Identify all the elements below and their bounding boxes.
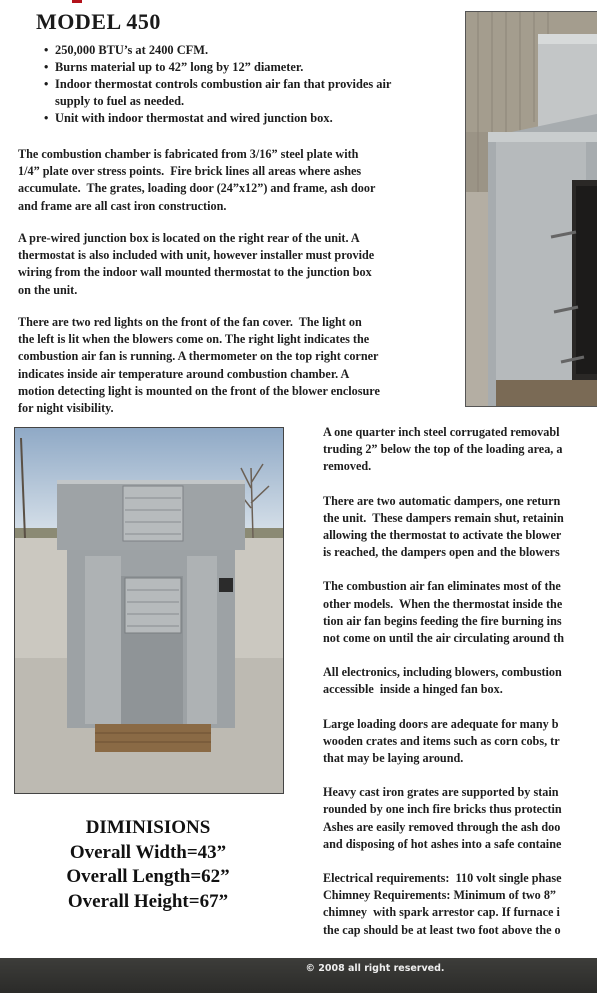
dimension-height: Overall Height=67” [67, 890, 229, 912]
feature-list [44, 42, 444, 127]
bullet-icon: • [44, 43, 49, 57]
furnace-front-photo [14, 427, 284, 794]
copyright-text: © 2008 all right reserved. [305, 963, 445, 974]
header-accent [72, 0, 82, 3]
description-indicator-lights: There are two red lights on the front of the fan cover. The light on the left is lit when the blowers come on. The right light indicates the combustion air fan is running. A thermometer on the top right corner indicates inside air temperature around combustion chamber. A motion detecting light is mounted on the front of the blower enclosure for night visibility. [18, 315, 380, 416]
right-description-column [323, 424, 597, 939]
description-requirements: Electrical requirements: 110 volt single phase Chimney Requirements: Minimum of two 8” chimney with spark arrestor cap. If furnace i the cap should be at least two foot above the o [323, 871, 562, 937]
feature-item: • Unit with indoor thermostat and wired junction box. [44, 111, 333, 125]
dimension-length: Overall Length=62” [66, 866, 230, 887]
feature-item: • Indoor thermostat controls combustion air fan that provides air supply to fuel as needed. [44, 77, 392, 108]
description-junction-box: A pre-wired junction box is located on the right rear of the unit. A thermostat is also included with unit, however installer must provide wiring from the indoor wall mounted thermostat to the junction box on the unit. [18, 231, 375, 297]
description-electronics: All electronics, including blowers, combustion accessible inside a hinged fan box. [323, 665, 562, 697]
page-footer [0, 958, 597, 993]
bullet-icon: • [44, 111, 49, 125]
feature-item: • Burns material up to 42” long by 12” diameter. [44, 60, 304, 74]
description-ash-pan: A one quarter inch steel corrugated removabl truding 2” below the top of the loading area, a removed. [323, 425, 563, 474]
model-title: MODEL 450 [36, 9, 161, 34]
dimensions-heading: DIMINISIONS [85, 817, 211, 838]
description-dampers: There are two automatic dampers, one return the unit. These dampers remain shut, retainin allowing the thermostat to activate the blower is reached, the dampers open and the blowers [323, 493, 564, 560]
description-combustion-fan: The combustion air fan eliminates most of the other models. When the thermostat inside the tion air fan begins feeding the fire burning ins not come on until the air circulating around th [323, 579, 565, 646]
bullet-icon: • [44, 60, 49, 74]
dimension-width: Overall Width=43” [69, 841, 227, 863]
furnace-side-photo [465, 11, 597, 407]
feature-item: • 250,000 BTU’s at 2400 CFM. [44, 43, 209, 57]
description-grates: Heavy cast iron grates are supported by stain rounded by one inch fire bricks thus protectin Ashes are easily removed through the ash doo and disposing of hot ashes into a safe containe [323, 785, 562, 851]
dimensions-block [14, 816, 282, 914]
description-combustion-chamber: The combustion chamber is fabricated from 3/16” steel plate with 1/4” plate over stress points. Fire brick lines all areas where ashes accumulate. The grates, loading door (24”x12”) and frame, ash door and frame are all cast iron construction. [18, 147, 376, 213]
description-loading-doors: Large loading doors are adequate for many b wooden crates and items such as corn cobs, tr that may be laying around. [323, 716, 560, 766]
bullet-icon: • [44, 77, 49, 91]
